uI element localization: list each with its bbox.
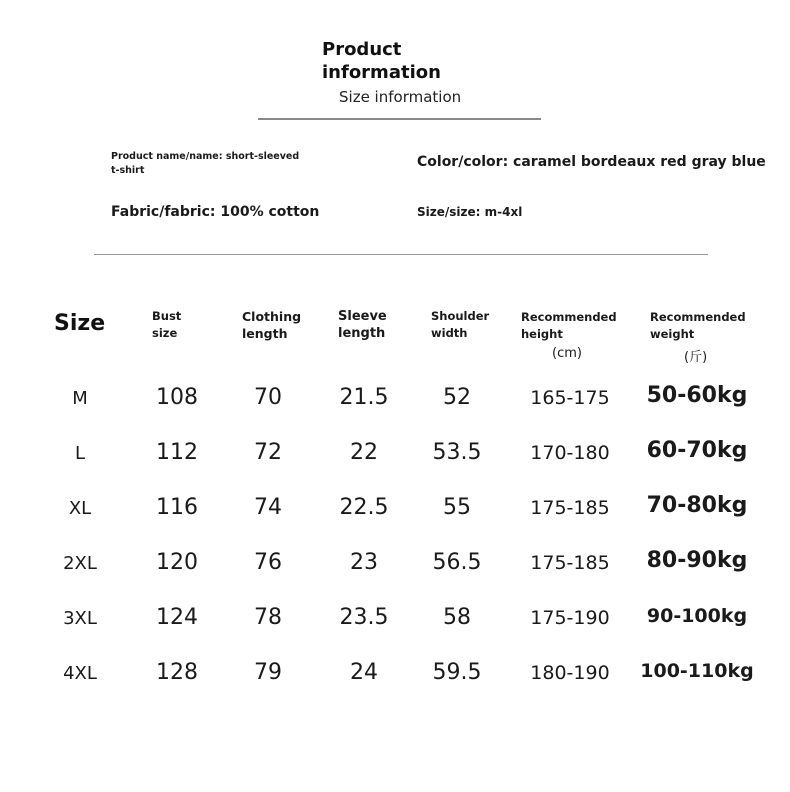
cell-height: 175-190 [530, 607, 610, 629]
color-info: Color/color: caramel bordeaux red gray blue [417, 154, 766, 170]
header-clothing-length [242, 308, 301, 342]
info-divider [94, 254, 708, 255]
header-height-line-1: Recommended [521, 310, 617, 324]
cell-sleeve-length: 23 [350, 550, 378, 575]
header-height-line-2: height [521, 327, 563, 341]
header-sleeve-line-1: Sleeve [338, 309, 387, 324]
header-bust-line-2: size [152, 326, 178, 340]
header-bust [152, 308, 181, 342]
cell-height: 165-175 [530, 387, 610, 409]
cell-clothing-length: 70 [254, 385, 282, 410]
cell-weight: 80-90kg [646, 548, 748, 573]
header-recommended-height [521, 309, 617, 343]
header-sleeve-length [338, 308, 387, 342]
cell-shoulder-width: 56.5 [432, 550, 482, 575]
cell-bust: 124 [156, 605, 198, 630]
cell-size: L [74, 443, 86, 464]
cell-clothing-length: 72 [254, 440, 282, 465]
cell-size: 2XL [63, 553, 97, 574]
page-subtitle: Size information [339, 88, 462, 106]
product-name-line-2: t-shirt [111, 165, 145, 176]
cell-sleeve-length: 22.5 [339, 495, 389, 520]
size-info: Size/size: m-4xl [417, 205, 523, 219]
header-shoulder-line-1: Shoulder [431, 309, 490, 323]
cell-shoulder-width: 53.5 [432, 440, 482, 465]
cell-shoulder-width: 58 [443, 605, 471, 630]
header-clothing-line-2: length [242, 326, 288, 341]
cell-weight: 70-80kg [646, 493, 748, 518]
cell-height: 180-190 [530, 662, 610, 684]
header-shoulder-width [431, 308, 489, 342]
cell-shoulder-width: 52 [443, 385, 471, 410]
header-height-unit: (cm) [552, 346, 582, 361]
header-weight-line-2: weight [650, 327, 695, 341]
header-clothing-line-1: Clothing [242, 309, 302, 324]
title-line-1: Product [322, 39, 402, 60]
cell-sleeve-length: 23.5 [339, 605, 389, 630]
product-name-line-1: Product name/name: short-sleeved [111, 151, 300, 162]
cell-clothing-length: 74 [254, 495, 282, 520]
cell-clothing-length: 79 [254, 660, 282, 685]
fabric-info: Fabric/fabric: 100% cotton [111, 204, 320, 220]
header-weight-unit: (斤) [684, 350, 708, 365]
header-weight-line-1: Recommended [650, 310, 746, 324]
cell-sleeve-length: 22 [350, 440, 378, 465]
cell-weight: 90-100kg [646, 605, 748, 627]
cell-bust: 128 [156, 660, 198, 685]
cell-bust: 112 [156, 440, 198, 465]
header-size: Size [54, 311, 106, 336]
page-title [322, 38, 441, 84]
cell-size: M [72, 388, 88, 409]
cell-height: 170-180 [530, 442, 610, 464]
cell-bust: 108 [156, 385, 198, 410]
cell-shoulder-width: 59.5 [432, 660, 482, 685]
header-divider [258, 118, 541, 120]
cell-sleeve-length: 21.5 [339, 385, 389, 410]
cell-sleeve-length: 24 [350, 660, 378, 685]
header-recommended-weight [650, 309, 746, 343]
cell-clothing-length: 76 [254, 550, 282, 575]
cell-bust: 116 [156, 495, 198, 520]
product-name-info [111, 150, 299, 178]
cell-size: 3XL [63, 608, 97, 629]
cell-weight: 60-70kg [646, 438, 748, 463]
title-line-2: information [322, 62, 441, 83]
cell-size: 4XL [63, 663, 97, 684]
cell-weight: 100-110kg [640, 660, 754, 682]
cell-size: XL [68, 498, 92, 519]
header-sleeve-line-2: length [338, 326, 386, 341]
cell-clothing-length: 78 [254, 605, 282, 630]
cell-shoulder-width: 55 [443, 495, 471, 520]
header-shoulder-line-2: width [431, 326, 468, 340]
cell-height: 175-185 [530, 497, 610, 519]
cell-height: 175-185 [530, 552, 610, 574]
cell-weight: 50-60kg [646, 383, 748, 408]
cell-bust: 120 [156, 550, 198, 575]
header-bust-line-1: Bust [152, 309, 182, 323]
